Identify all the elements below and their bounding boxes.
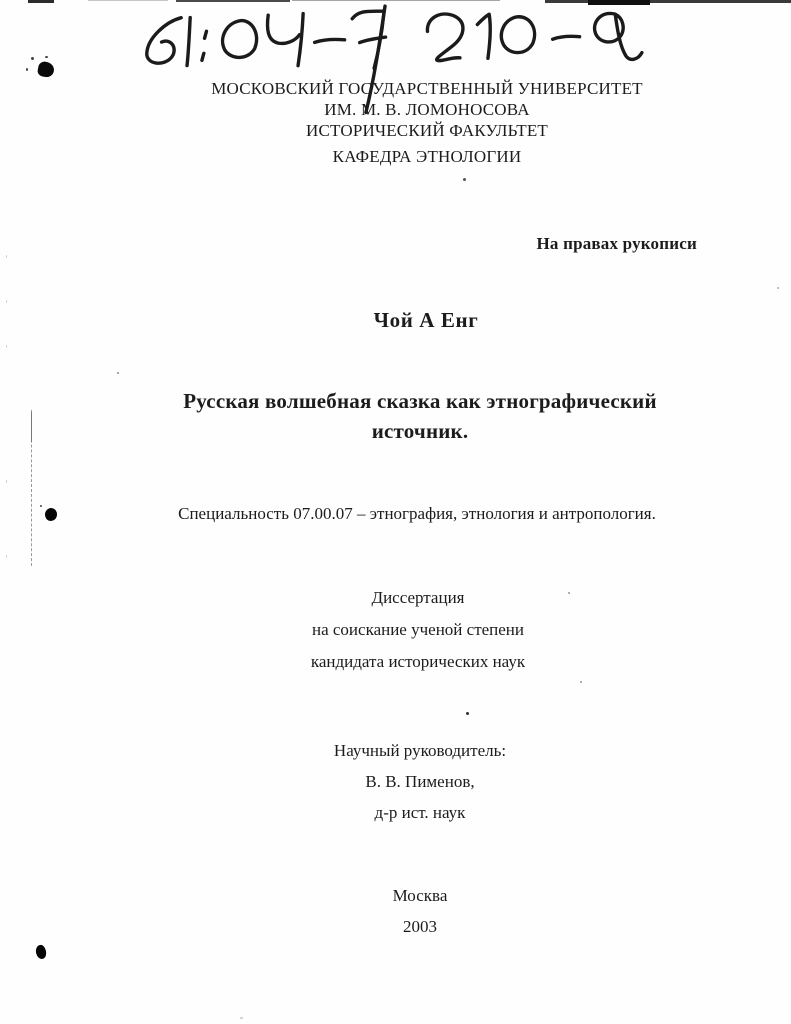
scan-speck [6,345,7,348]
ink-speck [31,57,34,60]
university-name-line2: ИМ. М. В. ЛОМОНОСОВА [324,100,530,119]
scan-speck [240,1017,243,1019]
advisor-degree: д-р ист. наук [374,803,466,822]
thesis-statement [0,582,791,678]
scan-speck [6,555,7,558]
department-name: КАФЕДРА ЭТНОЛОГИИ [332,147,522,166]
ink-speck [45,56,48,58]
title-line2: источник. [371,419,469,443]
scan-speck [117,372,119,374]
scan-speck [463,178,466,181]
scan-edge-artifact [88,0,168,1]
year: 2003 [403,917,437,936]
scan-speck [6,300,7,303]
imprint-block [0,880,791,942]
ink-speck [40,505,42,507]
author-name: Чой А Енг [373,308,479,332]
specialty-line: Специальность 07.00.07 – этнография, этнология и антропология. [178,504,656,523]
ink-blob [37,61,56,79]
thesis-line2: на соискание ученой степени [311,620,525,639]
scan-edge-artifact [176,0,290,2]
advisor-name: В. В. Пименов, [365,772,475,791]
scan-edge-artifact [28,0,54,3]
manuscript-note: На правах рукописи [536,234,697,253]
advisor-label: Научный руководитель: [333,741,507,760]
margin-fold-line-segment [31,412,32,442]
university-name-line1: МОСКОВСКИЙ ГОСУДАРСТВЕННЫЙ УНИВЕРСИТЕТ [211,79,643,98]
scan-speck [568,592,570,594]
scan-speck [777,287,779,289]
advisor-block [0,735,791,828]
dissertation-title [0,386,791,446]
scan-speck [6,480,7,483]
scan-speck [466,712,469,715]
thesis-line3: кандидата исторических наук [310,652,526,671]
faculty-name: ИСТОРИЧЕСКИЙ ФАКУЛЬТЕТ [305,121,549,140]
ink-speck [26,68,28,71]
hole-punch-dot [34,944,47,960]
institution-header [0,78,791,167]
thesis-line1: Диссертация [371,588,465,607]
city: Москва [392,886,448,905]
scan-speck [580,681,582,683]
title-line1: Русская волшебная сказка как этнографический [183,389,657,413]
scan-speck [6,255,7,258]
